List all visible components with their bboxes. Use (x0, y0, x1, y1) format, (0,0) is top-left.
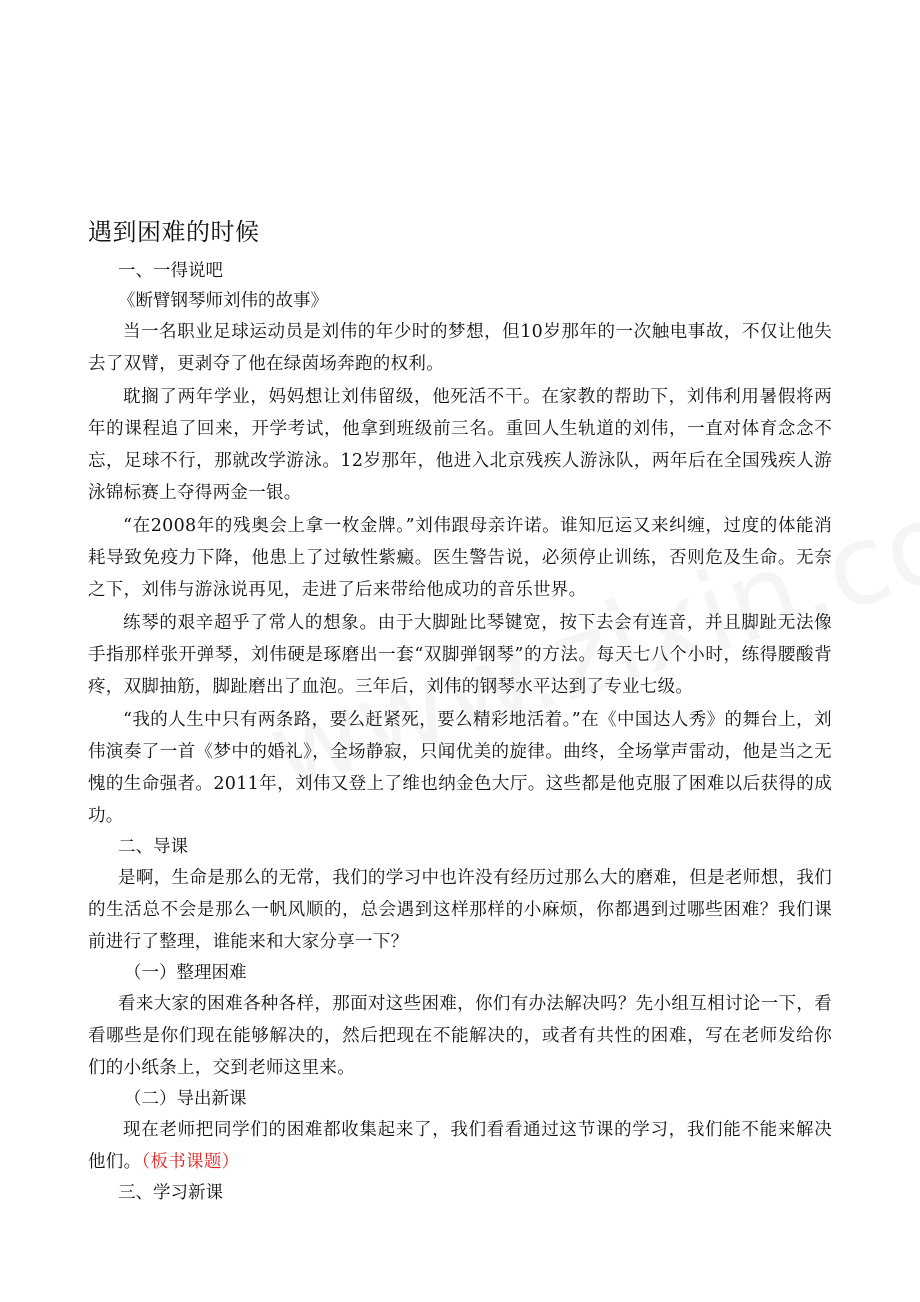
story-paragraph-1: 当一名职业足球运动员是刘伟的年少时的梦想，但10岁那年的一次触电事故，不仅让他失去了双臂，更剥夺了他在绿茵场奔跑的权利。 (88, 322, 832, 374)
story-paragraph-4: 练琴的艰辛超乎了常人的想象。由于大脚趾比琴键宽，按下去会有连音，并且脚趾无法像手指那样张开弹琴，刘伟硬是琢磨出一套“双脚弹钢琴”的方法。每天七八个小时，练得腰酸背疼，双脚抽筋，脚趾磨出了血泡。三年后，刘伟的钢琴水平达到了专业七级。 (88, 613, 832, 697)
section-heading-1: 一、一得说吧 (118, 261, 223, 281)
new-lesson-paragraph (88, 1114, 832, 1178)
sub-heading-1: （一）整理困难 (124, 963, 247, 983)
story-paragraph-2: 耽搁了两年学业，妈妈想让刘伟留级，他死活不干。在家教的帮助下，刘伟利用暑假将两年的课程追了回来，开学考试，他拿到班级前三名。重回人生轨道的刘伟，一直对体育念念不忘，足球不行，那就改学游泳。12岁那年，他进入北京残疾人游泳队，两年后在全国残疾人游泳锦标赛上夺得两金一银。 (88, 387, 832, 503)
document-title: 遇到困难的时候 (88, 218, 260, 246)
board-note: （板书课题） (141, 1152, 240, 1172)
section-heading-2: 二、导课 (118, 837, 188, 857)
section-heading-3: 三、学习新课 (118, 1183, 223, 1203)
story-paragraph-3: “在2008年的残奥会上拿一枚金牌。”刘伟跟母亲许诺。谁知厄运又来纠缠，过度的体能消耗导致免疫力下降，他患上了过敏性紫癜。医生警告说，必须停止训练，否则危及生命。无奈之下，刘伟与游泳说再见，走进了后来带给他成功的音乐世界。 (88, 516, 832, 600)
story-paragraph-5: “我的人生中只有两条路，要么赶紧死，要么精彩地活着。”在《中国达人秀》的舞台上，刘伟演奏了一首《梦中的婚礼》，全场静寂，只闻优美的旋律。曲终，全场掌声雷动，他是当之无愧的生命强者。2011年，刘伟又登上了维也纳金色大厅。这些都是他克服了困难以后获得的成功。 (88, 710, 832, 826)
sub-heading-2: （二）导出新课 (124, 1089, 247, 1109)
organize-paragraph: 看来大家的困难各种各样，那面对这些困难，你们有办法解决吗？先小组互相讨论一下，看看哪些是你们现在能够解决的，然后把现在不能解决的，或者有共性的困难，写在老师发给你们的小纸条上，交到老师这里来。 (88, 994, 832, 1078)
document-page (88, 212, 832, 1208)
story-title: 《断臂钢琴师刘伟的故事》 (118, 291, 328, 311)
intro-paragraph: 是啊，生命是那么的无常，我们的学习中也许没有经历过那么大的磨难，但是老师想，我们的生活总不会是那么一帆风顺的，总会遇到这样那样的小麻烦，你都遇到过哪些困难？我们课前进行了整理，谁能来和大家分享一下？ (88, 868, 832, 952)
new-lesson-text: 现在老师把同学们的困难都收集起来了，我们看看通过这节课的学习，我们能不能来解决他们。 (88, 1120, 832, 1172)
